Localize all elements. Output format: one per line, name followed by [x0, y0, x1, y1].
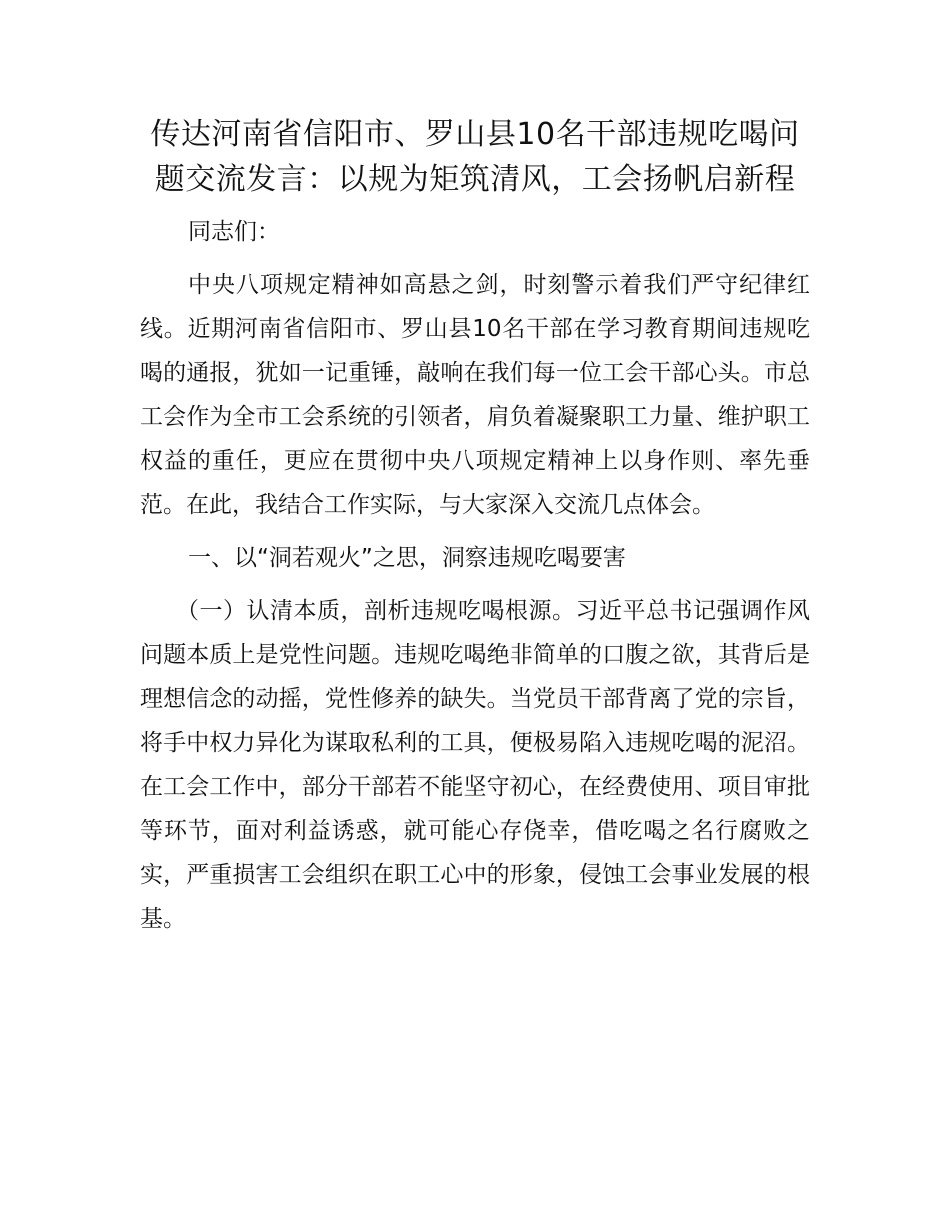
subsection-paragraph-1: （一）认清本质，剖析违规吃喝根源。习近平总书记强调作风问题本质上是党性问题。违规吃喝绝非简单的口腹之欲，其背后是理想信念的动摇，党性修养的缺失。当党员干部背离了党的宗旨，将手中权力异化为谋取私利的工具，便极易陷入违规吃喝的泥沼。在工会工作中，部分干部若不能坚守初心，在经费使用、项目审批等环节，面对利益诱惑，就可能心存侥幸，借吃喝之名行腐败之实，严重损害工会组织在职工心中的形象，侵蚀工会事业发展的根基。	[140, 598, 810, 932]
salutation: 同志们：	[188, 219, 280, 245]
section-heading-1: 一、以“洞若观火”之思，洞察违规吃喝要害	[188, 545, 626, 571]
document-body	[140, 112, 810, 941]
document-title: 传达河南省信阳市、罗山县10名干部违规吃喝问题交流发言：以规为矩筑清风，工会扬帆启新程	[150, 117, 800, 197]
intro-paragraph: 中央八项规定精神如高悬之剑，时刻警示着我们严守纪律红线。近期河南省信阳市、罗山县10名干部在学习教育期间违规吃喝的通报，犹如一记重锤，敲响在我们每一位工会干部心头。市总工会作为全市工会系统的引领者，肩负着凝聚职工力量、维护职工权益的重任，更应在贯彻中央八项规定精神上以身作则、率先垂范。在此，我结合工作实际，与大家深入交流几点体会。	[140, 272, 810, 518]
